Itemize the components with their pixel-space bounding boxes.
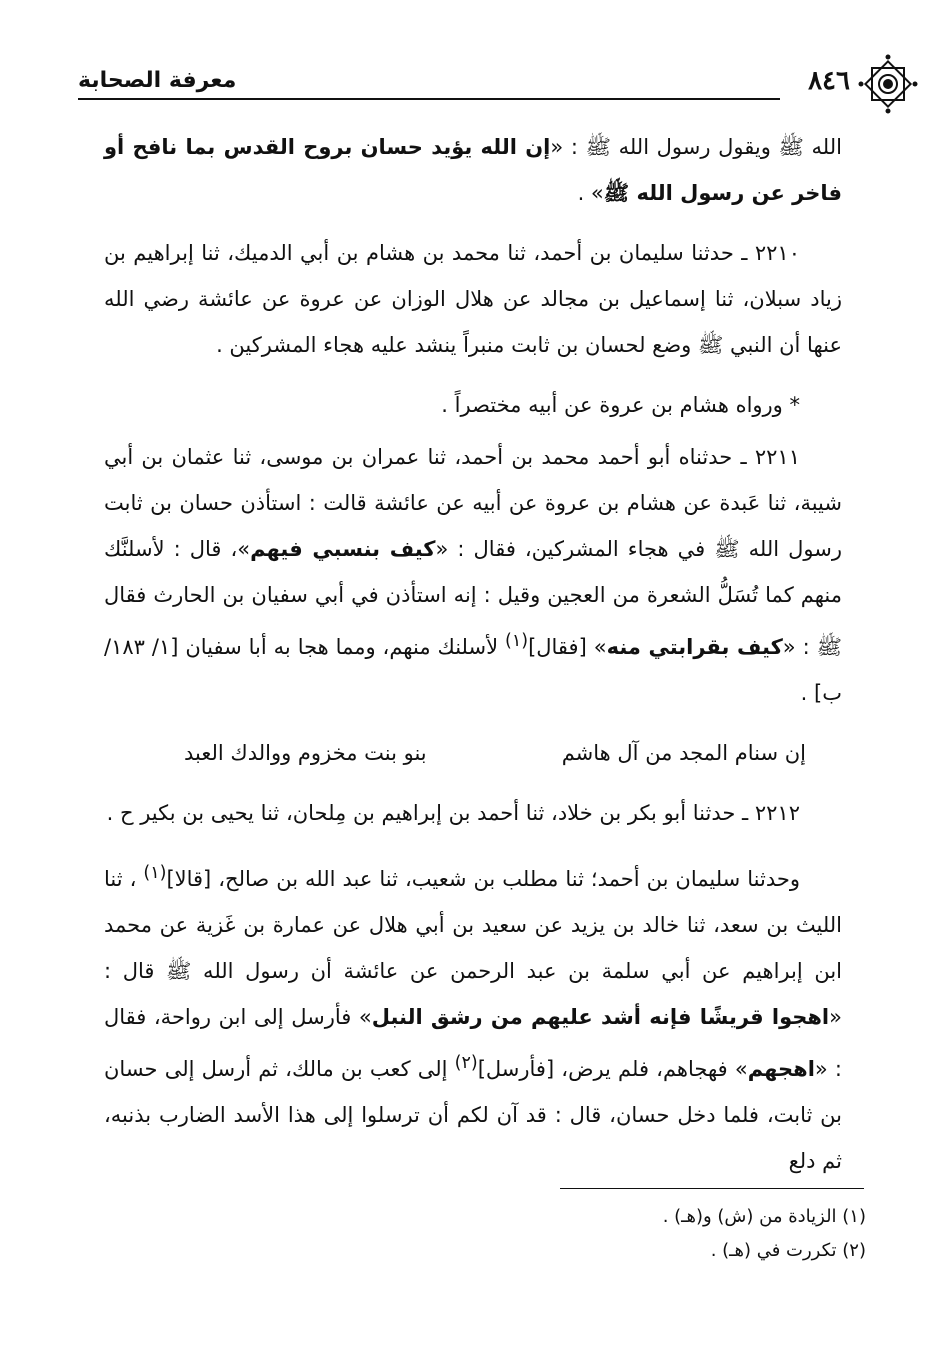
- text-run: الله ﷺ ويقول رسول الله ﷺ : «: [550, 135, 842, 159]
- text-run: وحدثنا سليمان بن أحمد؛ ثنا مطلب بن شعيب، ثنا عبد الله بن صالح، [قالا]: [166, 867, 800, 891]
- hadith-quote: اهجهم: [747, 1057, 815, 1081]
- footnote-ref: (٢): [454, 1053, 478, 1073]
- footnotes: [106, 1200, 866, 1268]
- hadith-2210: ٢٢١٠ ـ حدثنا سليمان بن أحمد، ثنا محمد بن هشام بن أبي الدميك، ثنا إبراهيم بن زياد سبلان، ثنا إسماعيل بن مجالد عن هلال الوزان عن عروة عن عائشة رضي الله عنها أن النبي ﷺ وضع لحسان بن ثابت منبراً ينشد عليه هجاء المشركين .: [104, 241, 842, 357]
- footnote-2: (٢) تكررت في (هـ) .: [710, 1240, 866, 1261]
- text-run: إلى كعب بن مالك، ثم أرسل إلى حسان بن ثابت، فلما دخل حسان، قال : قد آن لكم أن ترسلوا إلى هذا الأسد الضارب بذنبه، ثم دلع: [104, 1057, 842, 1173]
- hadith-2211: [104, 434, 842, 716]
- hadith-quote: كيف بنسبي فيهم: [250, 537, 436, 561]
- text-run: » .: [577, 181, 604, 205]
- page-number: ٨٤٦: [808, 66, 850, 96]
- page-header: [78, 62, 858, 102]
- text-run: » فأرسل إلى ابن رواحة، فقال : «: [104, 1005, 842, 1081]
- text-run: ٢٢١١ ـ حدثناه أبو أحمد محمد بن أحمد، ثنا عمران بن موسى، ثنا عثمان بن أبي شيبة، ثنا عَبدة عن هشام بن عروة عن أبيه عن عائشة قالت : استأذن حسان بن ثابت رسول الله ﷺ في هجاء المشركين، فقال : «: [104, 445, 842, 561]
- footnote-ref: (١): [505, 631, 529, 651]
- page-content: [104, 124, 842, 1198]
- running-title: معرفة الصحابة: [78, 68, 237, 93]
- paragraph-1: [104, 124, 842, 216]
- note-paragraph: * ورواه هشام بن عروة عن أبيه مختصراً .: [441, 393, 800, 417]
- footnote-rule: [560, 1188, 864, 1189]
- text-run: لأسلنك منهم، ومما هجا به أبا سفيان [١/ ١٨٣/ ب] .: [104, 635, 842, 705]
- hadith-quote: كيف بقرابتي منه: [606, 635, 783, 659]
- text-run: » فهجاهم، فلم يرض، [فأرسل]: [477, 1057, 748, 1081]
- verse-first-hemistich: إن سنام المجد من آل هاشم: [561, 741, 806, 765]
- hadith-quote: إن الله يؤيد حسان بروح القدس بما نافح أو فاخر عن رسول الله ﷺ: [104, 135, 842, 205]
- header-rule: [78, 98, 780, 100]
- footnote-1: (١) الزيادة من (ش) و(هـ) .: [662, 1206, 866, 1227]
- paragraph-chain: [104, 850, 842, 1184]
- hadith-2212: ٢٢١٢ ـ حدثنا أبو بكر بن خلاد، ثنا أحمد بن إبراهيم بن مِلحان، ثنا يحيى بن بكير ح .: [106, 801, 800, 825]
- octagonal-star-ornament-icon: [858, 54, 918, 114]
- text-run: » [فقال]: [528, 635, 607, 659]
- poetry-verse: [104, 730, 842, 776]
- text-run: »، قال : لأسلنَّك منهم كما تُسَلُّ الشعرة من العجين وقيل : إنه استأذن في أبي سفيان بن الحارث فقال ﷺ : «: [104, 537, 842, 659]
- text-run: ، ثنا الليث بن سعد، ثنا خالد بن يزيد عن سعيد بن أبي هلال عن عمارة بن غَزية عن محمد ابن إبراهيم عن أبي سلمة بن عبد الرحمن عن عائشة أن رسول الله ﷺ قال : «: [104, 867, 842, 1029]
- footnote-ref: (١): [143, 863, 167, 883]
- verse-second-hemistich: بنو بنت مخزوم ووالدك العبد: [184, 741, 427, 765]
- hadith-quote: اهجوا قريشًا فإنه أشد عليهم من رشق النبل: [371, 1005, 830, 1029]
